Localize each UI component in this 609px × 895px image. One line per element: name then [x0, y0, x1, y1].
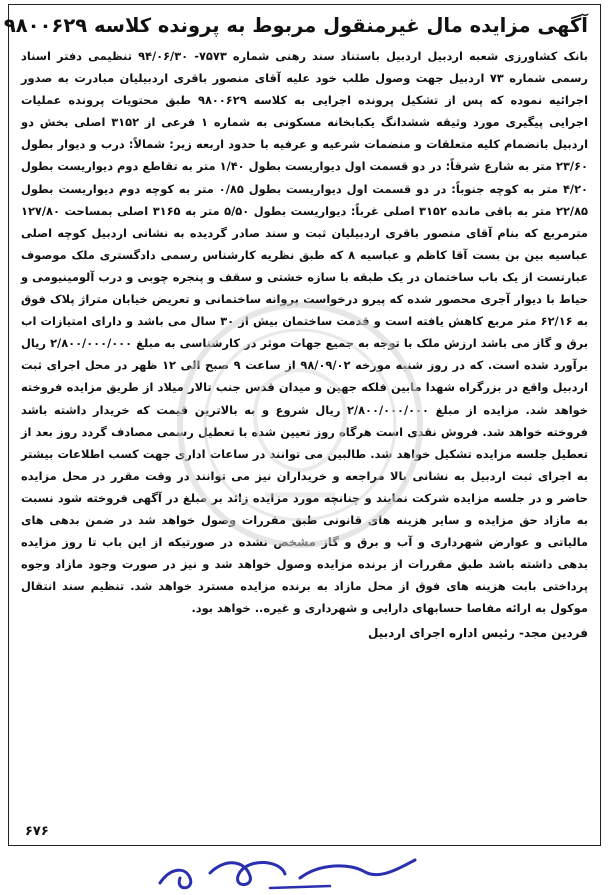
notice-body: بانک کشاورزی شعبه اردبیل اردبیل باستناد سند رهنی شماره ۷۵۷۳- ۹۴/۰۶/۳۰ تنظیمی دفتر اسناد رسمی شماره ۷۳ اردبیل جهت وصول طلب خود علیه آقای منصور باقری اردبیلیان مبادرت به صدور اجرائیه نموده که پس از تشکیل پرونده اجرایی به کلاسه ۹۸۰۰۶۲۹ طبق محتویات پرونده عملیات اجرایی پیگیری مورد وثیقه ششدانگ یکبابخانه مسکونی به شماره ۱ فرعی از ۳۱۵۲ اصلی بخش دو اردبیل بانضمام کلیه متعلقات و منضمات شرعیه و عرفیه با حدود اربعه زیر: شمالاً: درب و دیوار بطول ۲۳/۶۰ متر به شارع شرقاً: در دو قسمت اول دیواریست بطول ۱/۴۰ متر به تقاطع دوم دیواریست بطول ۴/۲۰ متر به کوچه جنوباً: در دو قسمت اول دیواریست بطول ۰/۸۵ متر به کوچه دوم دیواریست بطول ۲۲/۸۵ متر به باقی مانده ۳۱۵۲ اصلی غرباً: دیواریست بطول ۵/۵۰ متر به ۳۱۶۵ اصلی بمساحت ۱۲۷/۸۰ مترمربع که بنام آقای منصور باقری اردبیلیان ثبت و سند صادر گردیده به نشانی اردبیل کوچه اصلی عباسیه بین بن بست آقا کاظم و عباسیه ۸ که طبق نظریه کارشناس رسمی دادگستری ملک موصوف عبارتست از یک باب ساختمان در یک طبقه با سازه خشتی و سقف و پنجره چوبی و درب آلومینیومی و حیاط با دیوار آجری محصور شده که پیرو درخواست پروانه ساختمانی و تعریض خیابان متراژ پلاک فوق به ۶۲/۱۶ متر مربع کاهش یافته است و قدمت ساختمان بیش از ۳۰ سال می باشد و دارای امتیازات اب برق و گاز می باشد ارزش ملک با توجه به جمیع جهات موثر در کارشناسی به مبلغ ۲/۸۰۰/۰۰۰/۰۰۰ ریال برآورد شده است. که در روز شنبه مورخه ۹۸/۰۹/۰۲ از ساعت ۹ صبح الی ۱۲ ظهر در محل اجرای ثبت اردبیل واقع در بزرگراه شهدا مابین فلکه جهین و میدان قدس جنب تالار میلاد از طریق مزایده فروخته خواهد شد. مزایده از مبلغ ۲/۸۰۰/۰۰۰/۰۰۰ ریال شروع و به بالاترین قیمت که خریدار داشته باشد فروخته خواهد شد. فروش نقدی است هرگاه روز تعیین شده با تعطیل رسمی مصادف گردد روز بعد از تعطیل جلسه مزایده تشکیل خواهد شد. طالبین می توانند در ساعات اداری جهت کسب اطلاعات بیشتر به اجرای ثبت اردبیل به نشانی بالا مراجعه و خریداران نیز می توانند در وقت مقرر در محل مزایده حاضر و در جلسه مزایده شرکت نمایند و چنانچه مورد مزایده زائد بر مبلغ در آگهی فروخته شود نسبت به مازاد حق مزایده و سایر هزینه های قانونی طبق مقررات وصول خواهد شد در ضمن بدهی های مالیاتی و عوارض شهرداری و آب و برق و گاز مشخص نشده در صورتیکه از این باب تا روز مزایده بدهی داشته باشد طبق مقررات از برنده مزایده وصول خواهد شد و نیز در صورت وجود مازاد وجوه پرداختی بابت هزینه های فوق از محل مازاد به برنده مزایده مسترد خواهد شد. تنظیم سند انتقال موکول به ارائه مفاصا حسابهای دارایی و شهرداری و غیره.. خواهد بود.	[21, 49, 589, 616]
notice-code: ۶۷۶	[25, 824, 49, 839]
auction-notice	[3, 4, 601, 846]
handwritten-signature	[150, 848, 450, 895]
notice-signature: فردین مجد- رئیس اداره اجرای اردبیل	[368, 626, 588, 641]
notice-title: آگهی مزایده مال غیرمنقول مربوط به پرونده کلاسه ۹۸۰۰۶۲۹	[3, 14, 588, 37]
